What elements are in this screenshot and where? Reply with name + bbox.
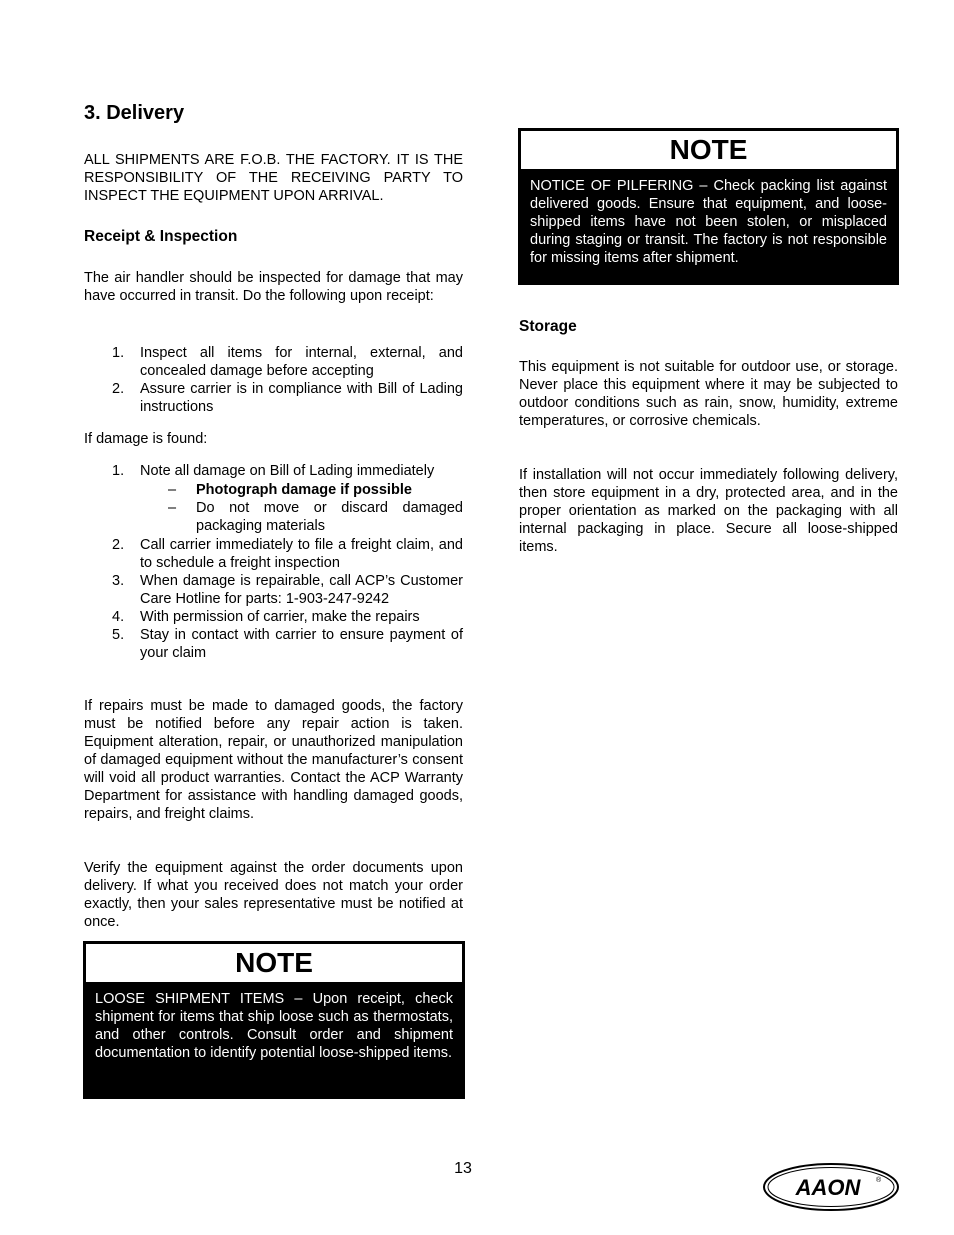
verify-paragraph: Verify the equipment against the order documents upon delivery. If what you received does not match your order exactly, then your sales representative must be notified at once. bbox=[84, 860, 463, 930]
section-heading: 3. Delivery bbox=[84, 102, 185, 124]
list-item: 1. Note all damage on Bill of Lading immediately bbox=[112, 463, 435, 479]
list-item: 5. Stay in contact with carrier to ensure payment of your claim bbox=[112, 627, 463, 661]
list-item: 2. Call carrier immediately to file a freight claim, and to schedule a freight inspection bbox=[112, 537, 463, 571]
note-pilfering bbox=[518, 128, 899, 285]
list-item: 3. When damage is repairable, call ACP’s Customer Care Hotline for parts: 1-903-247-9242 bbox=[112, 573, 463, 607]
aaon-logo bbox=[762, 1162, 900, 1212]
repairs-paragraph: If repairs must be made to damaged goods, the factory must be notified before any repair action is taken. Equipment alteration, repair, or unauthorized manipulation of damaged equipment without the manufacturer’s consent will void all product warranties. Contact the ACP Warranty Department for assistance with handling damaged goods, repairs, and freight claims. bbox=[84, 698, 463, 822]
storage-paragraph-1: This equipment is not suitable for outdoor use, or storage. Never place this equipment where it may be subjected to outdoor conditions such as rain, snow, humidity, extreme temperatures, or corrosive chemicals. bbox=[519, 359, 898, 429]
registered-mark: ® bbox=[876, 1177, 882, 1184]
note-title: NOTE bbox=[521, 131, 896, 169]
inspection-steps-list bbox=[84, 344, 463, 416]
list-item: 1. Inspect all items for internal, external, and concealed damage before accepting bbox=[112, 345, 463, 379]
storage-title: Storage bbox=[519, 318, 577, 335]
damage-steps-list bbox=[84, 462, 463, 480]
damage-substeps-list bbox=[84, 481, 463, 535]
list-item: – Photograph damage if possible bbox=[168, 482, 412, 498]
list-item: 4. With permission of carrier, make the repairs bbox=[112, 609, 420, 625]
receipt-paragraph: The air handler should be inspected for damage that may have occurred in transit. Do the following upon receipt: bbox=[84, 270, 463, 304]
intro-paragraph: ALL SHIPMENTS ARE F.O.B. THE FACTORY. IT IS THE RESPONSIBILITY OF THE RECEIVING PARTY TO INSPECT THE EQUIPMENT UPON ARRIVAL. bbox=[84, 152, 463, 204]
damage-steps-list-continued bbox=[84, 536, 463, 662]
note-body: LOOSE SHIPMENT ITEMS – Upon receipt, check shipment for items that ship loose such as thermostats, and other controls. Consult order and shipment documentation to identify potential loose-shipped items. bbox=[95, 991, 453, 1061]
page-number: 13 bbox=[454, 1160, 472, 1177]
list-item: – Do not move or discard damaged packaging materials bbox=[168, 500, 463, 534]
receipt-inspection-title: Receipt & Inspection bbox=[84, 228, 238, 245]
note-body: NOTICE OF PILFERING – Check packing list against delivered goods. Ensure that equipment, and loose-shipped items have not been stolen, or misplaced during staging or transit. The factory is not responsible for missing items after shipment. bbox=[530, 178, 887, 266]
storage-paragraph-2: If installation will not occur immediately following delivery, then store equipment in a dry, protected area, and in the proper orientation as marked on the packaging with all internal packaging in place. Secure all loose-shipped items. bbox=[519, 467, 898, 555]
note-title: NOTE bbox=[86, 944, 462, 982]
list-item: 2. Assure carrier is in compliance with Bill of Lading instructions bbox=[112, 381, 463, 415]
note-loose-shipment bbox=[83, 941, 465, 1099]
logo-text: AAON bbox=[795, 1175, 861, 1200]
damage-intro: If damage is found: bbox=[84, 431, 208, 447]
